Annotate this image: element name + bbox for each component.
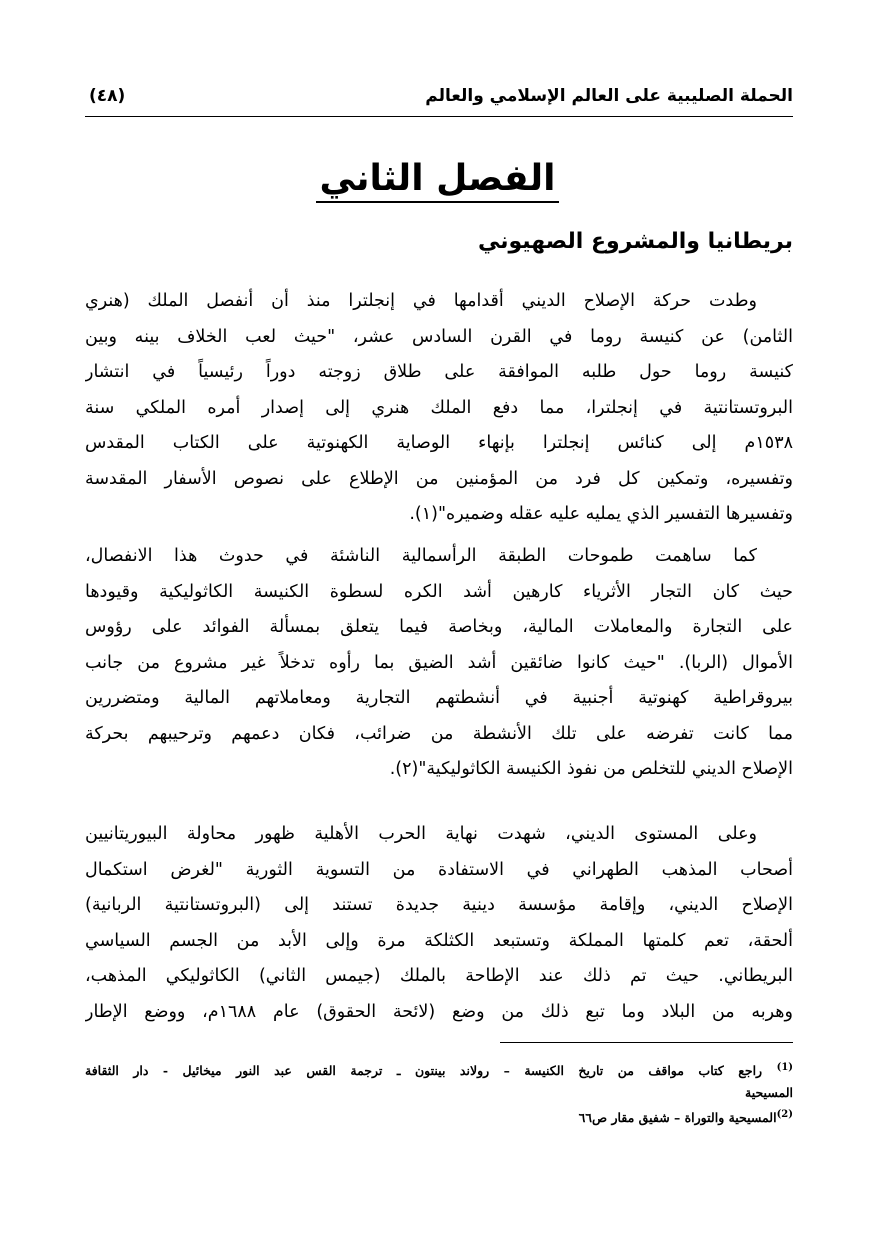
page-number: (٤٨) <box>89 86 126 106</box>
footnote-marker: (2) <box>776 1109 793 1121</box>
running-header <box>85 86 793 117</box>
text-line: وطدت حركة الإصلاح الديني أقدامها في إنجلترا منذ أن أنفصل الملك (هنري <box>85 291 757 311</box>
text-line: البريطاني. حيث تم ذلك عند الإطاحة بالملك (جيمس الثاني) الكاثوليكي المذهب، <box>85 966 793 986</box>
paragraph-3 <box>85 817 793 1030</box>
text-line: وتفسيرها التفسير الذي يمليه عليه عقله وضميره"(١). <box>409 504 793 524</box>
book-title: الحملة الصليبية على العالم الإسلامي والعالم <box>425 86 793 106</box>
text-line: كما ساهمت طموحات الطبقة الرأسمالية الناشئة في حدوث هذا الانفصال، <box>85 546 757 566</box>
text-line: مما كانت تفرضه على تلك الأنشطة من ضرائب، فكان دعمهم وترحيبهم بحركة <box>85 723 793 744</box>
footnote-1-cont: المسيحية <box>745 1085 793 1101</box>
text-line: وتفسيره، وتمكين كل فرد من المؤمنين من الإطلاع على نصوص الأسفار المقدسة <box>85 468 793 489</box>
text-line: أصحاب المذهب الطهراني في الاستفادة من التسوية الثورية "لغرض استكمال <box>85 859 793 880</box>
footnote-marker: (1) <box>776 1062 793 1073</box>
footnote-2 <box>85 1104 793 1129</box>
text-line: الأموال (الربا). "حيث كانوا ضائقين أشد الضيق بما رأوه تدخلاً غير مشروع من جانب <box>85 652 793 673</box>
text-line: الإصلاح الديني للتخلص من نفوذ الكنيسة الكاثوليكية"(٢). <box>389 759 793 779</box>
chapter-title: الفصل الثاني <box>316 158 560 203</box>
footnote-1 <box>85 1057 793 1082</box>
footnotes <box>85 1057 793 1129</box>
footnote-divider <box>500 1042 793 1043</box>
text-line: كنيسة روما حول طلبه الموافقة على طلاق زوجته دوراً رئيسياً في انتشار <box>85 362 793 382</box>
text-line: الثامن) عن كنيسة روما في القرن السادس عشر، "حيث لعب الخلاف بينه وبين <box>85 326 793 347</box>
footnote-text: راجع كتاب مواقف من تاريخ الكنيسة – رولاند بينتون ـ ترجمة القس عبد النور ميخائيل - دار الثقافة <box>85 1063 763 1079</box>
text-line: ١٥٣٨م إلى كنائس إنجلترا بإنهاء الوصاية الكهنوتية على الكتاب المقدس <box>85 433 793 453</box>
text-line: حيث كان التجار الأثرياء كارهين أشد الكره لسطوة الكنيسة الكاثوليكية وقيودها <box>85 581 793 602</box>
text-line: بيروقراطية كهنوتية أجنبية في أنشطتهم التجارية ومعاملاتهم المالية ومتضررين <box>85 688 793 708</box>
text-line: على التجارة والمعاملات المالية، وبخاصة فيما يتعلق بمسألة الفوائد على رؤوس <box>85 617 793 637</box>
text-line: وعلى المستوى الديني، شهدت نهاية الحرب الأهلية ظهور محاولة البيوريتانيين <box>85 824 757 844</box>
paragraph-1 <box>85 284 793 533</box>
section-title: بريطانيا والمشروع الصهيوني <box>477 229 793 254</box>
text-line: البروتستانتية في إنجلترا، مما دفع الملك هنري إلى إصدار أمره الملكي سنة <box>85 397 793 418</box>
text-line: الإصلاح الديني، وإقامة مؤسسة دينية جديدة تستند إلى (البروتستانتية الربانية) <box>85 895 793 915</box>
text-line: وهربه من البلاد وما تبع ذلك من وضع (لائحة الحقوق) عام ١٦٨٨م، ووضع الإطار <box>85 1001 793 1022</box>
footnote-text: المسيحية والتوراة – شفيق مقار ص٦٦ <box>578 1110 777 1126</box>
text-line: ألحقة، تعم كلمتها المملكة وتستبعد الكثلكة مرة وإلى الأبد من الجسم السياسي <box>85 930 793 951</box>
chapter-heading <box>0 158 875 199</box>
paragraph-2 <box>85 539 793 788</box>
